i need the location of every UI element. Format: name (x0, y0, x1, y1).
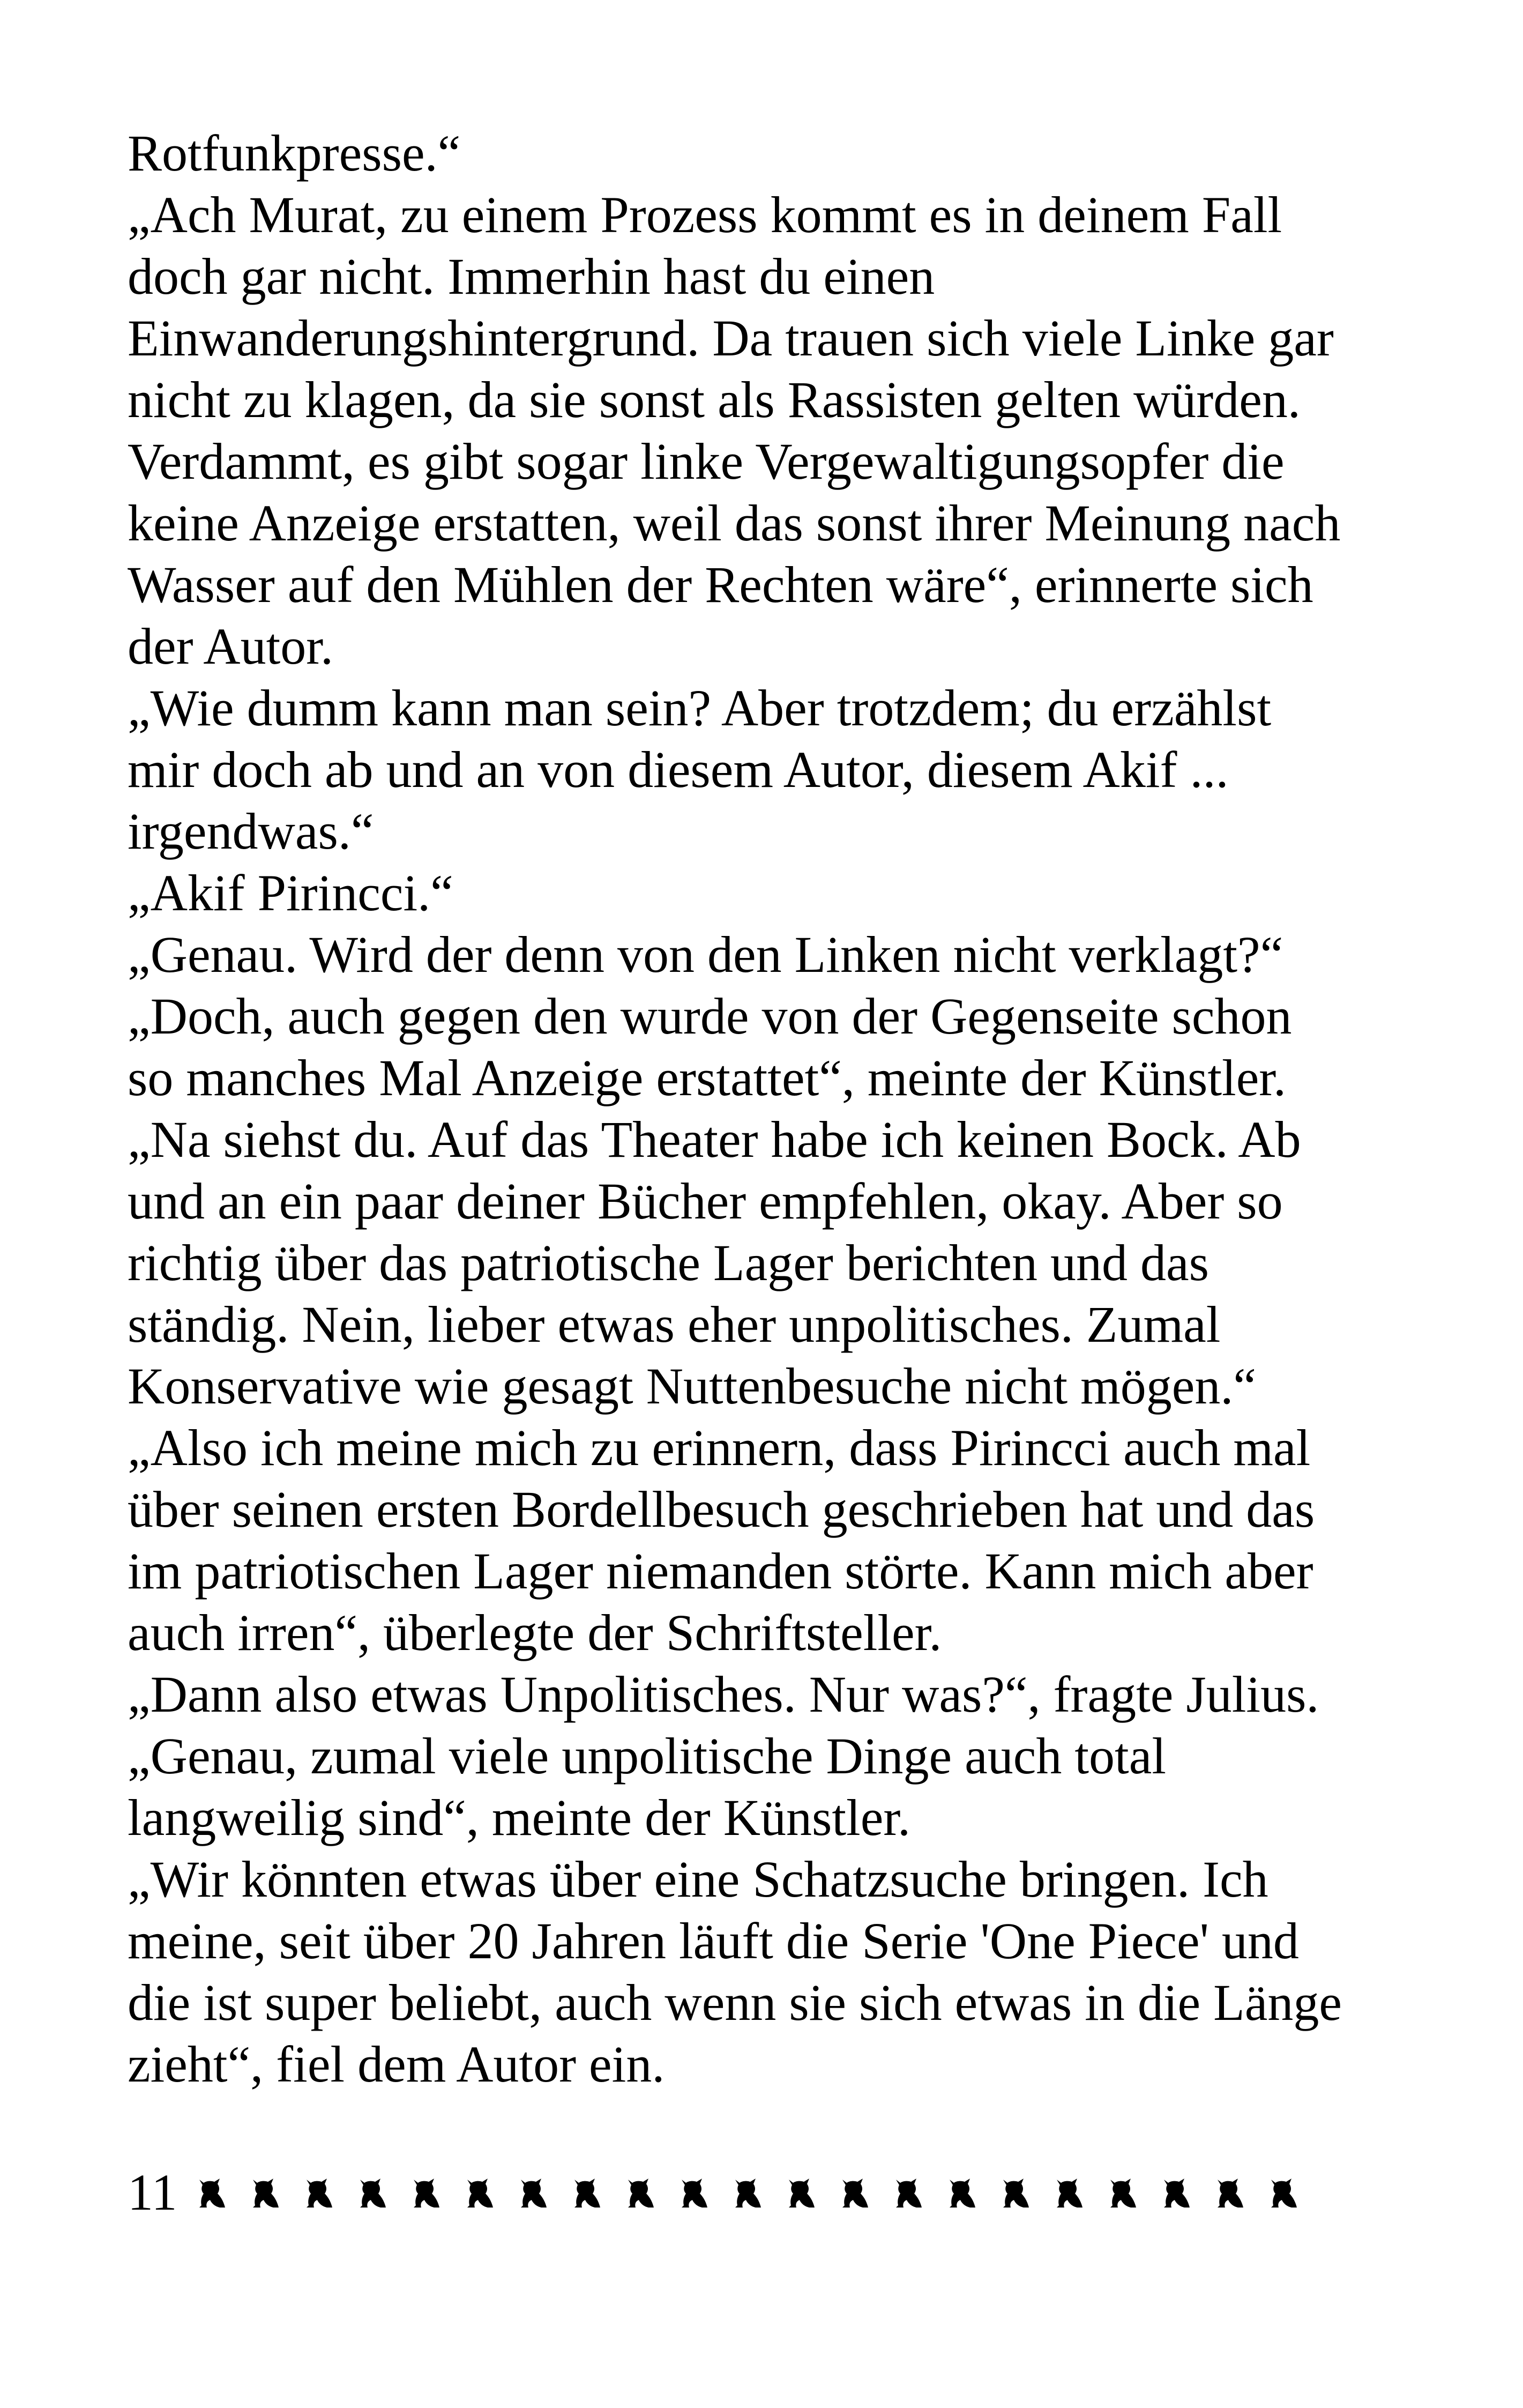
text-line: und an ein paar deiner Bücher empfehlen, okay. Aber so (128, 1172, 1283, 1230)
text-line: richtig über das patriotische Lager berichten und das (128, 1234, 1209, 1291)
text-line: Einwanderungshintergrund. Da trauen sich viele Linke gar (128, 309, 1334, 367)
text-line: langweilig sind“, meinte der Künstler. (128, 1789, 910, 1846)
text-line: „Dann also etwas Unpolitisches. Nur was?“, fragte Julius. (128, 1666, 1319, 1723)
text-line: zieht“, fiel dem Autor ein. (128, 2035, 665, 2093)
text-line: im patriotischen Lager niemanden störte. Kann mich aber (128, 1542, 1313, 1600)
text-line: meine, seit über 20 Jahren läuft die Serie 'One Piece' und (128, 1912, 1299, 1969)
text-line: „Doch, auch gegen den wurde von der Gegenseite schon (128, 987, 1292, 1045)
cat-silhouette-icon (625, 2175, 656, 2210)
text-line: Rotfunkpresse.“ (128, 124, 461, 182)
text-line: der Autor. (128, 618, 333, 675)
cat-silhouette-icon (839, 2175, 870, 2210)
text-line: „Akif Pirincci.“ (128, 864, 453, 921)
cat-silhouette-icon (1107, 2175, 1138, 2210)
cat-silhouette-icon (357, 2175, 388, 2210)
text-line: „Na siehst du. Auf das Theater habe ich keinen Bock. Ab (128, 1111, 1301, 1168)
page-footer (128, 2161, 1322, 2223)
text-line: „Ach Murat, zu einem Prozess kommt es in deinem Fall (128, 186, 1282, 243)
cat-silhouette-icon (571, 2175, 602, 2210)
text-line: Konservative wie gesagt Nuttenbesuche nicht mögen.“ (128, 1357, 1256, 1415)
cat-silhouette-icon (410, 2175, 442, 2210)
text-line: die ist super beliebt, auch wenn sie sich etwas in die Länge (128, 1974, 1342, 2031)
text-line: mir doch ab und an von diesem Autor, diesem Akif ... (128, 741, 1229, 798)
cat-silhouette-icon (1054, 2175, 1085, 2210)
text-line: über seinen ersten Bordellbesuch geschrieben hat und das (128, 1481, 1315, 1538)
text-line: „Also ich meine mich zu erinnern, dass Pirincci auch mal (128, 1419, 1311, 1476)
cat-silhouette-icon (893, 2175, 924, 2210)
text-line: irgendwas.“ (128, 802, 374, 860)
text-line: keine Anzeige erstatten, weil das sonst ihrer Meinung nach (128, 494, 1341, 552)
page-number: 11 (128, 2164, 177, 2221)
text-line: auch irren“, überlegte der Schriftsteller. (128, 1604, 942, 1661)
text-line: „Wir könnten etwas über eine Schatzsuche bringen. Ich (128, 1850, 1268, 1908)
text-line: doch gar nicht. Immerhin hast du einen (128, 248, 935, 305)
cat-silhouette-icon (1000, 2175, 1031, 2210)
cat-silhouette-icon (196, 2175, 227, 2210)
text-line: „Wie dumm kann man sein? Aber trotzdem; du erzählst (128, 679, 1272, 737)
cat-silhouette-icon (1161, 2175, 1192, 2210)
cat-silhouette-icon (946, 2175, 977, 2210)
text-line: nicht zu klagen, da sie sonst als Rassisten gelten würden. (128, 371, 1301, 428)
body-text (128, 122, 1424, 2095)
text-line: ständig. Nein, lieber etwas eher unpolitisches. Zumal (128, 1296, 1221, 1353)
text-line: „Genau. Wird der denn von den Linken nicht verklagt?“ (128, 926, 1283, 983)
cat-silhouette-icon (250, 2175, 281, 2210)
text-line: Verdammt, es gibt sogar linke Vergewaltigungsopfer die (128, 433, 1285, 490)
cat-silhouette-icon (464, 2175, 495, 2210)
text-line: Wasser auf den Mühlen der Rechten wäre“, erinnerte sich (128, 556, 1313, 613)
cat-silhouette-icon (1214, 2175, 1245, 2210)
cat-silhouette-icon (303, 2175, 334, 2210)
cat-silhouette-icon (1268, 2175, 1299, 2210)
cat-silhouette-icon (732, 2175, 763, 2210)
cat-silhouette-icon (518, 2175, 549, 2210)
text-line: so manches Mal Anzeige erstattet“, meinte der Künstler. (128, 1049, 1286, 1106)
footer-ornament-row (196, 2175, 1322, 2210)
cat-silhouette-icon (786, 2175, 817, 2210)
cat-silhouette-icon (678, 2175, 710, 2210)
text-line: „Genau, zumal viele unpolitische Dinge auch total (128, 1727, 1166, 1785)
